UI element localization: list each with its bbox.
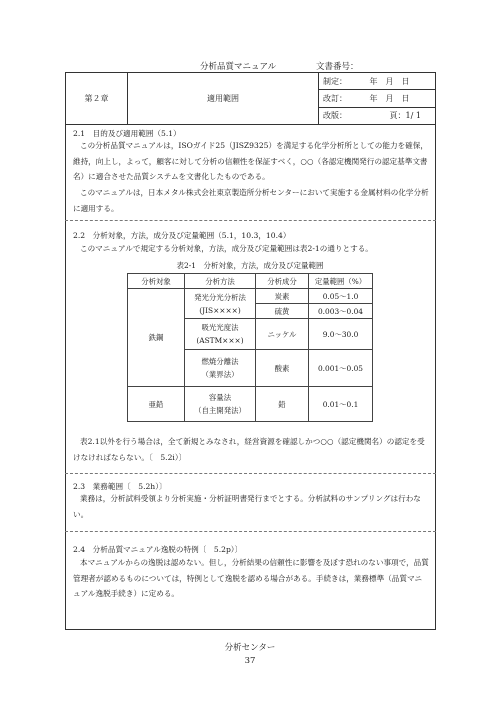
- section-2-4-paragraph-1: 本マニュアルからの逸脱は認めない。但し，分析結果の信頼性に影響を及ぼす恐れのない事項で，品質管理者が認めるものについては，特例として逸脱を認める場合がある。手続きは，業務標準（品質マニュアル逸脱手続き）に定める。: [73, 558, 429, 598]
- table-method-cell: [185, 387, 256, 422]
- section-2-4-heading: 2.4 分析品質マニュアル逸脱の特例〔 5.2p）〕: [73, 545, 243, 554]
- established-date: 年 月 日: [369, 76, 410, 86]
- table-method-name: 燃焼分離法: [201, 357, 239, 366]
- section-2-1-heading: 2.1 目的及び適用範囲（5.1）: [73, 129, 181, 138]
- manual-header-title: 分析品質マニュアル: [200, 62, 277, 72]
- revised-date-cell: [319, 90, 436, 107]
- table-range: 0.001～0.05: [309, 350, 373, 387]
- table-row: [128, 387, 373, 422]
- table-component: ニッケル: [256, 319, 309, 350]
- table-component: 炭素: [256, 289, 309, 304]
- table-header-range: 定量範囲（%）: [309, 274, 373, 289]
- table-method-standard: （業界法）: [201, 370, 239, 379]
- table-header-method: 分析方法: [185, 274, 256, 289]
- section-divider: [65, 473, 436, 474]
- table-header-target: 分析対象: [128, 274, 185, 289]
- established-date-cell: [319, 73, 436, 90]
- section-2-3-paragraph-1: 業務は，分析試料受領より分析実施・分析証明書発行までとする。分析試料のサンプリングは行わない。: [73, 494, 421, 519]
- footer-page-number: 37: [244, 656, 256, 666]
- page-count: 頁：1/ 1: [389, 111, 421, 121]
- table-range: 9.0～30.0: [309, 319, 373, 350]
- table-2-1-caption: 表2-1 分析対象，方法，成分及び定量範囲: [176, 261, 324, 270]
- table-target-zinc: 亜鉛: [128, 387, 185, 422]
- table-header-row: [128, 274, 373, 289]
- edition-cell: [319, 107, 436, 124]
- section-2-3-heading: 2.3 業務範囲〔 5.2h）〕: [73, 482, 167, 491]
- table-method-name: 容量法: [208, 393, 232, 402]
- section-divider: [65, 220, 436, 221]
- chapter-number: 第２章: [66, 73, 128, 125]
- revised-label: 改訂：: [323, 93, 347, 103]
- after-table-paragraph: 表2.1以外を行う場合は，全て新規とみなされ，経営資源を確認しかつ○○（認定機関名）の認定を受けなければならない。〔 5.2i）〕: [73, 437, 425, 462]
- table-component: 硫黄: [256, 304, 309, 319]
- table-method-cell: [185, 350, 256, 387]
- title-block: [65, 72, 436, 125]
- section-2-1-paragraph-2: このマニュアルは，日本メタル株式会社東京製造所分析センターにおいて実施する金属材料の化学分析に適用する。: [73, 188, 429, 213]
- established-label: 制定：: [323, 76, 347, 86]
- table-range: 0.05～1.0: [309, 289, 373, 304]
- table-range: 0.003～0.04: [309, 304, 373, 319]
- footer-center-name: 分析センター: [224, 643, 276, 653]
- table-method-standard: (JIS××××): [199, 305, 241, 315]
- table-method-name: 吸光光度法: [201, 323, 239, 332]
- table-method-standard: （自主開発法）: [194, 406, 246, 415]
- table-row: [128, 289, 373, 304]
- revised-date: 年 月 日: [369, 93, 410, 103]
- section-2-2-paragraph-1: このマニュアルで規定する分析対象，方法，成分及び定量範囲は表2-1の通りとする。: [80, 244, 373, 253]
- table-method-cell: [185, 289, 256, 319]
- document-number-label: 文書番号：: [316, 62, 359, 72]
- section-2-2-heading: 2.2 分析対象，方法，成分及び定量範囲（5.1，10.3，10.4）: [73, 231, 291, 240]
- table-target-steel: 鉄鋼: [128, 289, 185, 387]
- table-method-cell: [185, 319, 256, 350]
- table-method-name: 発光分光分析法: [194, 292, 246, 302]
- table-component: 鉛: [256, 387, 309, 422]
- table-method-standard: (ASTM×××): [196, 336, 244, 345]
- section-divider: [65, 531, 436, 532]
- table-header-component: 分析成分: [256, 274, 309, 289]
- section-2-1-paragraph-1: この分析品質マニュアルは，ISOガイド25（JISZ9325）を満足する化学分析所としての能力を確保，維持，向上し，よって，顧客に対して分析の信頼性を保証すべく，○○（各認定機関発行の認定基準文書名）に適合させた品質システムを文書化したものである。: [73, 141, 428, 181]
- chapter-title: 適用範囲: [128, 73, 319, 125]
- table-range: 0.01～0.1: [309, 387, 373, 422]
- table-component: 酸素: [256, 350, 309, 387]
- table-2-1: [127, 273, 373, 422]
- edition-label: 改版：: [323, 111, 347, 121]
